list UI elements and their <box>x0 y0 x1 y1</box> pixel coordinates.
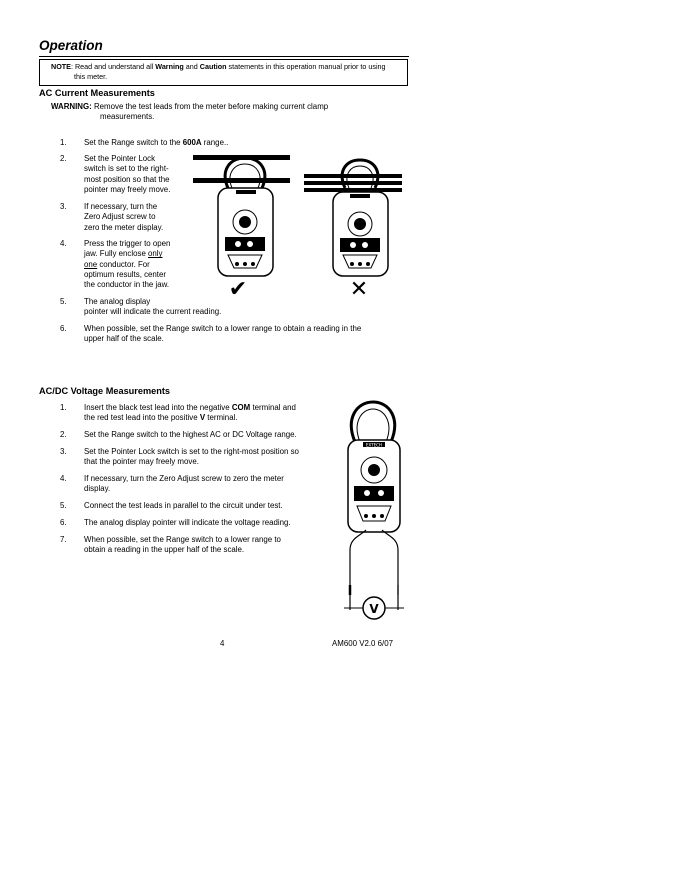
clamp-meter-figures <box>190 150 420 300</box>
voltmeter-letter: V <box>369 602 379 616</box>
ac-step-3-number: 3. <box>60 202 67 211</box>
note-line-2: this meter. <box>74 72 108 81</box>
dc-step-3-text: Set the Pointer Lock switch is set to the right-most position so that the pointer may freely move. <box>84 447 299 467</box>
dc-step-7-number: 7. <box>60 535 67 544</box>
dc-step-4-text: If necessary, turn the Zero Adjust screw to zero the meter display. <box>84 474 284 494</box>
ac-step-2-number: 2. <box>60 154 67 163</box>
conductor-bar-through-jaw <box>193 178 290 183</box>
dc-step-5-number: 5. <box>60 501 67 510</box>
page-title: Operation <box>39 38 103 53</box>
dc-step-5-text: Connect the test leads in parallel to the circuit under test. <box>84 501 283 510</box>
document-version: AM600 V2.0 6/07 <box>332 639 393 648</box>
meter-brand-label: EXTECH <box>366 442 382 448</box>
ac-step-4-text: Press the trigger to open jaw. Fully enclose only one conductor. For optimum results, center the conductor in the jaw. <box>84 239 171 290</box>
ac-step-2-text: Set the Pointer Lock switch is set to the right- most position so that the pointer may freely move. <box>84 154 171 194</box>
cross-mark-icon: ✕ <box>349 277 369 302</box>
note-box <box>39 59 408 86</box>
ac-step-1-text: Set the Range switch to the 600A range.. <box>84 138 229 147</box>
conductor-bar-1 <box>304 174 402 178</box>
note-line-1: NOTE: Read and understand all Warning and Caution statements in this operation manual prior to using <box>51 62 386 71</box>
ac-warning-line-2: measurements. <box>100 112 155 121</box>
ac-warning-line-1: WARNING: Remove the test leads from the meter before making current clamp <box>51 102 329 111</box>
dc-step-6-number: 6. <box>60 518 67 527</box>
ac-step-5-number: 5. <box>60 297 67 306</box>
dc-step-6-text: The analog display pointer will indicate the voltage reading. <box>84 518 291 527</box>
red-test-lead <box>382 530 398 610</box>
black-test-lead <box>350 530 366 610</box>
voltage-meter-figure <box>335 400 415 625</box>
dc-step-2-text: Set the Range switch to the highest AC or DC Voltage range. <box>84 430 297 439</box>
acdc-voltage-heading: AC/DC Voltage Measurements <box>39 386 171 396</box>
conductor-bar-2 <box>304 181 402 185</box>
dc-step-4-number: 4. <box>60 474 67 483</box>
correct-clamp-meter <box>193 155 290 276</box>
ac-current-heading: AC Current Measurements <box>39 88 155 98</box>
title-rule <box>39 56 409 57</box>
ac-step-3-text: If necessary, turn the Zero Adjust screw to zero the meter display. <box>84 202 164 232</box>
page-number: 4 <box>220 639 225 648</box>
ac-step-1-number: 1. <box>60 138 67 147</box>
ac-step-5-text: The analog display pointer will indicate the current reading. <box>84 297 222 317</box>
incorrect-clamp-meter <box>304 160 402 276</box>
dc-step-1-number: 1. <box>60 403 67 412</box>
ac-step-6-number: 6. <box>60 324 67 333</box>
check-mark-icon: ✔ <box>228 277 248 302</box>
dc-step-1-text: Insert the black test lead into the negative COM terminal and the red test lead into the positive V terminal. <box>84 403 296 423</box>
ac-step-4-number: 4. <box>60 239 67 248</box>
dc-step-3-number: 3. <box>60 447 67 456</box>
dc-step-7-text: When possible, set the Range switch to a lower range to obtain a reading in the upper half of the scale. <box>84 535 281 555</box>
dc-step-2-number: 2. <box>60 430 67 439</box>
ac-step-6-text: When possible, set the Range switch to a lower range to obtain a reading in the upper half of the scale. <box>84 324 362 344</box>
